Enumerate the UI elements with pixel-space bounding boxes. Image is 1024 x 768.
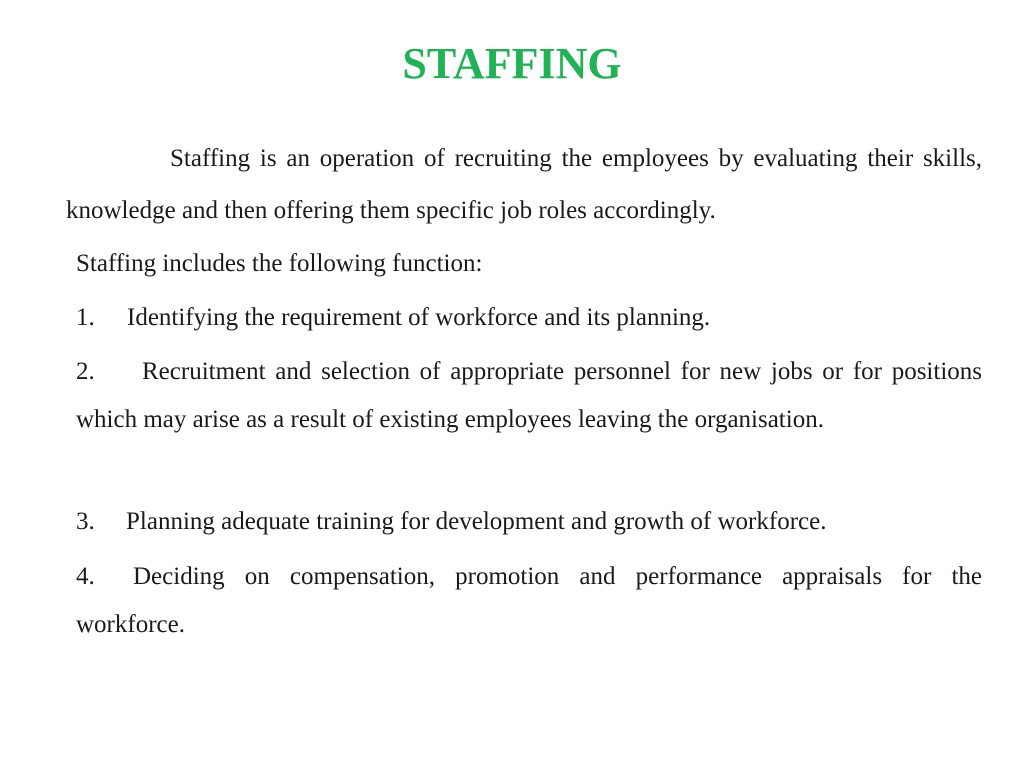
list-item-number: 3. bbox=[76, 508, 95, 535]
list-item bbox=[76, 553, 982, 649]
list-item bbox=[76, 498, 982, 546]
functions-lead-text: Staffing includes the following function: bbox=[76, 250, 483, 277]
intro-paragraph: Staffing is an operation of recruiting the employees by evaluating their skills, knowledge and then offering them specific job roles accordingly. bbox=[66, 145, 982, 224]
list-item-number: 2. bbox=[76, 358, 95, 385]
list-item-number: 4. bbox=[76, 563, 95, 590]
list-item-text: Planning adequate training for development and growth of workforce. bbox=[126, 508, 827, 535]
list-item bbox=[76, 348, 982, 444]
list-item-text: Recruitment and selection of appropriate personnel for new jobs or for positions which may arise as a result of existing employees leaving the organisation. bbox=[76, 358, 982, 433]
slide-title: STAFFING bbox=[402, 39, 622, 88]
list-item bbox=[76, 294, 982, 342]
list-item-text: Identifying the requirement of workforce and its planning. bbox=[127, 304, 711, 331]
list-item-number: 1. bbox=[76, 304, 95, 331]
list-item-text: Deciding on compensation, promotion and performance appraisals for the workforce. bbox=[76, 563, 982, 638]
